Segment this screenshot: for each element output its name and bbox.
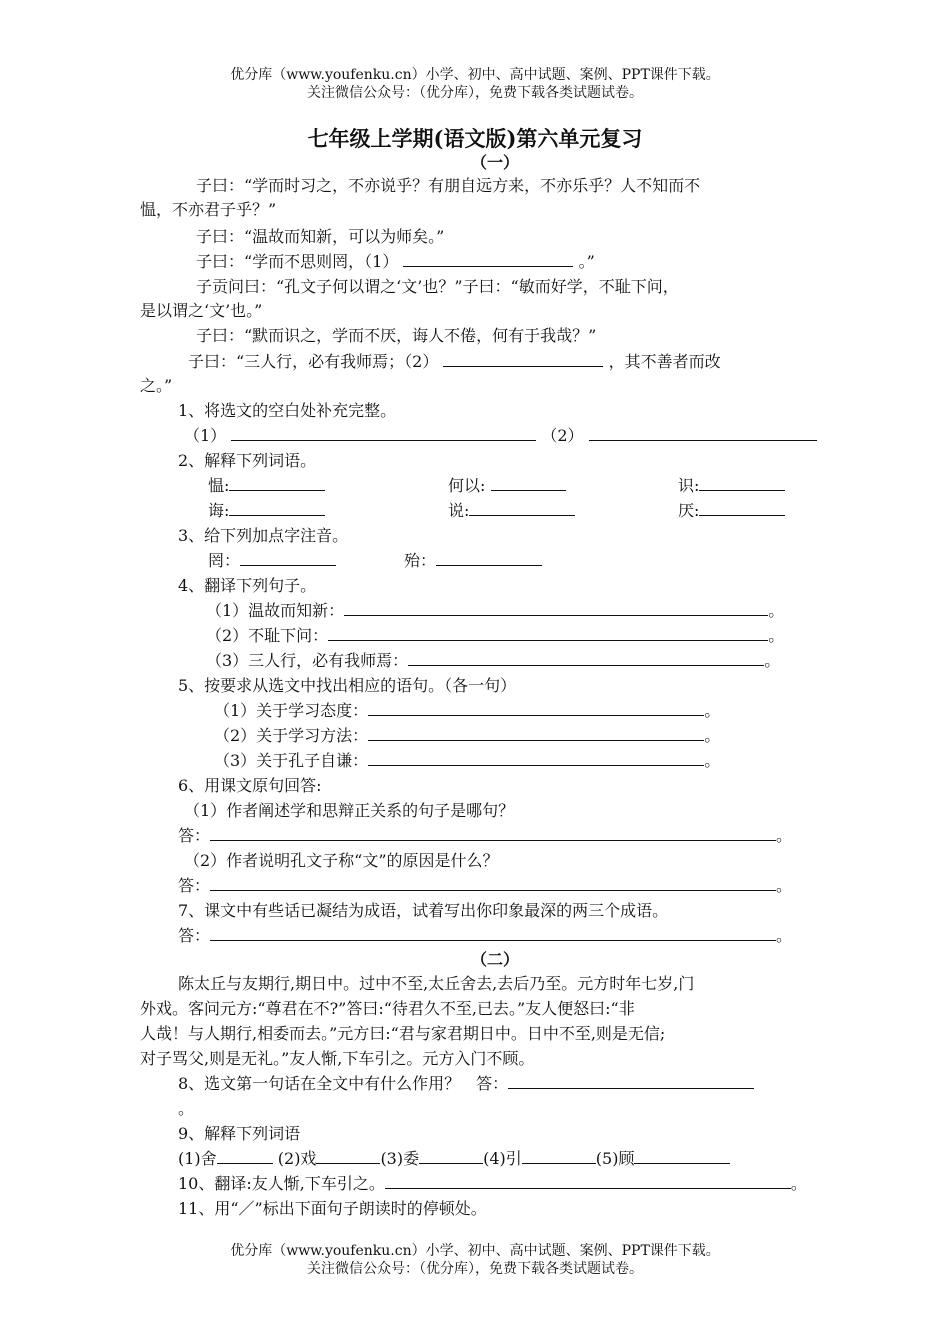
answer-blank[interactable]: [699, 500, 785, 516]
answer-blank[interactable]: [522, 1148, 596, 1164]
item-label: （1）关于学习态度：: [214, 701, 369, 720]
question-6-sub-1: （1）作者阐述学和思辩正关系的句子是哪句？: [184, 801, 515, 820]
word-item: [404, 549, 542, 573]
question-text: 10、翻译:友人惭,下车引之。: [178, 1174, 385, 1193]
period: 。: [704, 751, 721, 770]
word-item: [678, 474, 785, 498]
answer-blank[interactable]: [368, 725, 704, 741]
answer-blank[interactable]: [368, 750, 704, 766]
question-1: 1、将选文的空白处补充完整。: [178, 401, 397, 420]
translate-item: [206, 599, 784, 623]
question-9-words: [178, 1147, 730, 1171]
find-item: [214, 699, 720, 723]
word: (3)委: [380, 1149, 420, 1168]
answer-line: [178, 924, 792, 948]
word: (4)引: [483, 1149, 522, 1168]
question-8-end: 。: [178, 1099, 195, 1118]
page-header-line-2: 关注微信公众号：（优分库），免费下载各类试题试卷。: [307, 85, 643, 101]
fill-blank-1[interactable]: [403, 251, 573, 267]
period: 。: [776, 876, 793, 895]
question-2: 2、解释下列词语。: [178, 451, 317, 470]
answer-blank[interactable]: [328, 625, 768, 641]
question-3: 3、给下列加点字注音。: [178, 526, 349, 545]
passage-line: 是以谓之‘文’也。”: [140, 301, 263, 320]
answer-line: [178, 874, 792, 898]
passage-line: 陈太丘与友期行,期日中。过中不至,太丘舍去,去后乃至。元方时年七岁,门: [178, 974, 695, 993]
answer-blank[interactable]: [217, 1148, 273, 1164]
period: 。: [764, 651, 781, 670]
fill-blank-2[interactable]: [443, 351, 603, 367]
answer-blank[interactable]: [634, 1148, 730, 1164]
passage-line: [188, 350, 721, 374]
answer-blank[interactable]: [508, 1073, 754, 1089]
answer-blank[interactable]: [385, 1173, 791, 1189]
answer-label: 答：: [178, 826, 211, 845]
passage-text: 。”: [578, 252, 595, 271]
period: 。: [768, 601, 785, 620]
page-footer-line-1: 优分库（www.youfenku.cn）小学、初中、高中试题、案例、PPT课件下载。: [230, 1243, 720, 1259]
passage-line: 子曰：“学而时习之，不亦说乎？有朋自远方来，不亦乐乎？人不知而不: [196, 176, 701, 195]
word-item: [448, 474, 566, 498]
passage-text: ，其不善者而改: [608, 352, 721, 371]
item-label: （2）关于学习方法：: [214, 726, 369, 745]
page-footer-line-2: 关注微信公众号：（优分库），免费下载各类试题试卷。: [307, 1261, 643, 1277]
find-item: [214, 749, 720, 773]
question-6-sub-2: （2）作者说明孔文子称“文”的原因是什么？: [184, 851, 499, 870]
answer-blank[interactable]: [210, 875, 776, 891]
word: 殆：: [404, 551, 437, 570]
question-5: 5、按要求从选文中找出相应的语句。（各一句）: [178, 676, 517, 695]
passage-line: 子贡问曰：“孔文子何以谓之‘文’也？”子曰：“敏而好学，不耻下问，: [196, 277, 679, 296]
passage-line: 对子骂父,则是无礼。”友人惭,下车引之。元方入门不顾。: [140, 1049, 535, 1068]
passage-line: 人哉！与人期行,相委而去。”元方曰:“君与家君期日中。日中不至,则是无信;: [140, 1024, 666, 1043]
question-11: 11、用“／”标出下面句子朗读时的停顿处。: [178, 1199, 487, 1218]
answer-blank[interactable]: [316, 1148, 380, 1164]
answer-blank[interactable]: [210, 925, 776, 941]
period: 。: [704, 726, 721, 745]
item-label: （3）关于孔子自谦：: [214, 751, 369, 770]
answer-blank[interactable]: [699, 475, 785, 491]
word: (2)戏: [277, 1149, 317, 1168]
answer-blank[interactable]: [231, 425, 536, 441]
answer-label: 答：: [178, 876, 211, 895]
question-8: [178, 1072, 754, 1096]
word: 诲:: [208, 501, 230, 520]
answer-blank[interactable]: [589, 425, 817, 441]
word: 何以:: [448, 476, 486, 495]
word: 识:: [678, 476, 700, 495]
answer-blank[interactable]: [491, 475, 566, 491]
passage-line: 子曰：“默而识之，学而不厌，诲人不倦，何有于我哉？”: [196, 326, 597, 345]
answer-blank[interactable]: [240, 550, 336, 566]
word-item: [448, 499, 575, 523]
answer-blank[interactable]: [436, 550, 542, 566]
passage-text: 子曰：“学而不思则罔，（1）: [196, 252, 399, 271]
answer-blank[interactable]: [419, 1148, 483, 1164]
question-10: [178, 1172, 807, 1196]
answer-line: [178, 824, 792, 848]
question-text: 8、选文第一句话在全文中有什么作用？ 答：: [178, 1074, 509, 1093]
passage-line: 外戏。客问元方:“尊君在不?”答曰:“待君久不至,已去。”友人便怒曰:“非: [140, 999, 635, 1018]
answer-label: 答：: [178, 926, 211, 945]
word-item: [208, 549, 336, 573]
word: (5)顾: [595, 1149, 635, 1168]
question-1-answers: [184, 424, 817, 448]
question-9: 9、解释下列词语: [178, 1124, 301, 1143]
passage-line: 之。”: [140, 376, 173, 395]
blank-label: （2）: [541, 426, 584, 445]
passage-line: 子曰：“温故而知新，可以为师矣。”: [196, 227, 445, 246]
page-title: 七年级上学期(语文版)第六单元复习: [307, 126, 643, 151]
answer-blank[interactable]: [368, 700, 704, 716]
answer-blank[interactable]: [210, 825, 776, 841]
item-label: （3）三人行，必有我师焉：: [206, 651, 409, 670]
word: 厌:: [678, 501, 700, 520]
blank-label: （1）: [184, 426, 227, 445]
word: 说:: [448, 501, 470, 520]
item-label: （1）温故而知新：: [206, 601, 345, 620]
word-item: [208, 474, 325, 498]
passage-line: 愠，不亦君子乎？”: [140, 200, 277, 219]
period: 。: [776, 926, 793, 945]
period: 。: [790, 1174, 807, 1193]
answer-blank[interactable]: [229, 500, 325, 516]
word-item: [678, 499, 785, 523]
passage-line: [196, 250, 595, 274]
question-4: 4、翻译下列句子。: [178, 576, 317, 595]
word: 愠:: [208, 476, 230, 495]
section-2-heading: （二）: [470, 950, 519, 969]
item-label: （2）不耻下问：: [206, 626, 329, 645]
answer-blank[interactable]: [469, 500, 575, 516]
translate-item: [206, 649, 780, 673]
page-header-line-1: 优分库（www.youfenku.cn）小学、初中、高中试题、案例、PPT课件下载。: [230, 67, 720, 83]
answer-blank[interactable]: [229, 475, 325, 491]
period: 。: [768, 626, 785, 645]
answer-blank[interactable]: [344, 600, 768, 616]
word: (1)舍: [178, 1149, 217, 1168]
period: 。: [704, 701, 721, 720]
word: 罔：: [208, 551, 241, 570]
answer-blank[interactable]: [408, 650, 764, 666]
find-item: [214, 724, 720, 748]
question-6: 6、用课文原句回答:: [178, 776, 322, 795]
period: 。: [776, 826, 793, 845]
translate-item: [206, 624, 784, 648]
section-1-heading: （一）: [470, 153, 519, 172]
passage-text: 子曰：“三人行，必有我师焉；（2）: [188, 352, 439, 371]
word-item: [208, 499, 325, 523]
question-7: 7、课文中有些话已凝结为成语，试着写出你印象最深的两三个成语。: [178, 901, 669, 920]
